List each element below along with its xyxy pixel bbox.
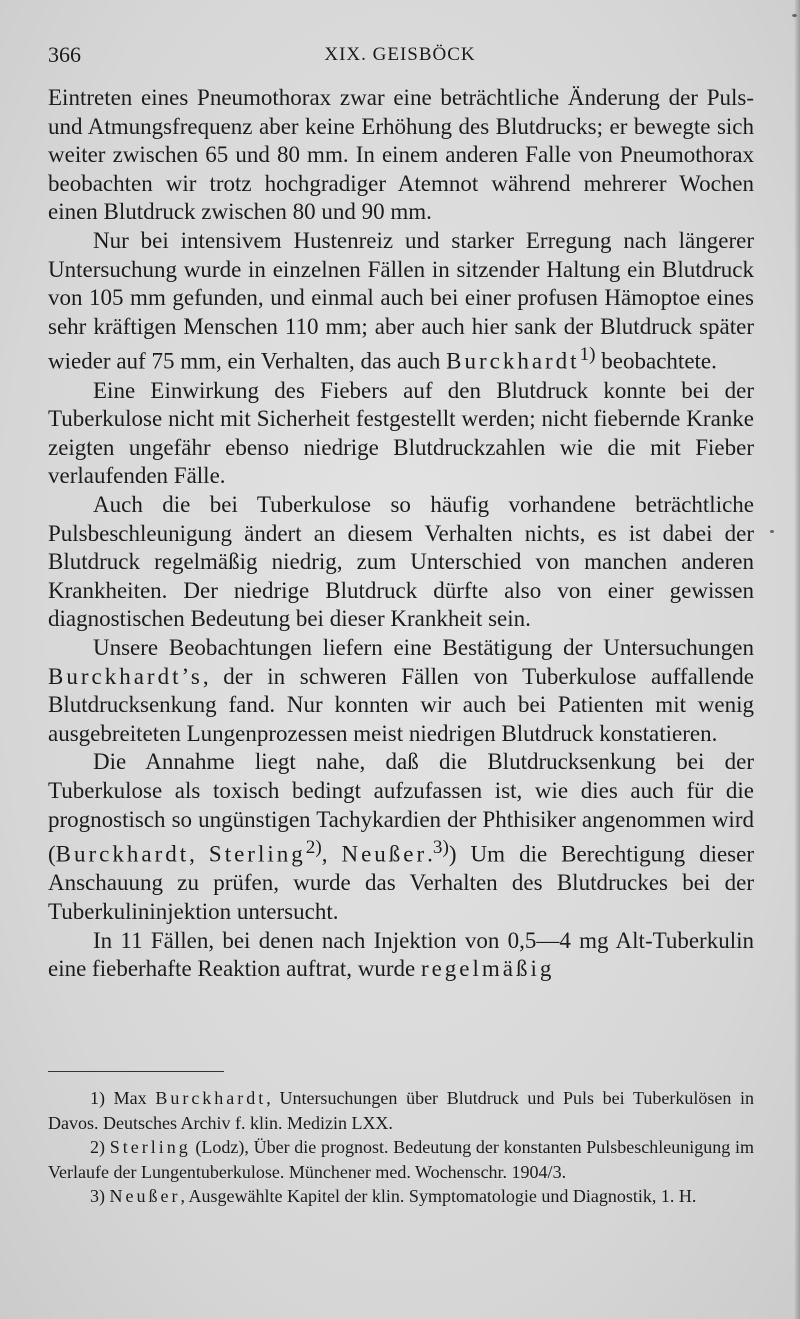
footnotes (48, 1086, 754, 1209)
page-edge-shadow (794, 0, 800, 1319)
footnote-text: (Lodz), Über die prognost. Bedeutung der konstanten Pulsbeschleunigung im Verlaufe der Lungentuberkulose. Münchener med. Wochenschr. 1904/3. (48, 1137, 754, 1182)
emphasized-word: regelmäßig (420, 956, 555, 982)
footnote-text: 1) Max (90, 1088, 156, 1108)
page-header (48, 38, 752, 72)
paragraph-3 (48, 377, 754, 491)
footnote-ref: 3) (432, 837, 449, 859)
author-name: Burckhardt (155, 1088, 267, 1108)
paragraph-text: Eine Einwirkung des Fiebers auf den Blutdruck konnte bei der Tuberkulose nicht mit Sicherheit festgestellt werden; nicht fiebernde Kranke zeigten ungefähr ebenso niedrige Blutdruckzahlen wie die mit Fieber verlaufenden Fälle. (48, 377, 754, 489)
footnote-ref: 2) (305, 837, 322, 859)
paragraph-7 (48, 927, 754, 984)
footnote-text: , Ausgewählte Kapitel der klin. Symptomatologie und Diagnostik, 1. H. (180, 1186, 697, 1206)
author-name: Neußer (109, 1186, 181, 1206)
footnote-ref: 1) (579, 344, 596, 366)
running-title: XIX. GEISBÖCK (324, 44, 476, 65)
footnote-2 (48, 1135, 754, 1184)
paragraph-5 (48, 634, 754, 748)
paragraph-text: Auch die bei Tuberkulose so häufig vorhandene beträchtliche Pulsbeschleunigung ändert an diesem Verhalten nichts, es ist dabei der Blutdruck regelmäßig niedrig, zum Unterschied von manchen anderen Krankheiten. Der niedrige Blutdruck dürfte also von einer gewissen diagnostischen Bedeutung bei dieser Krankheit sein. (48, 491, 754, 632)
paragraph-text: beobachtete. (595, 349, 717, 374)
paragraph-text: Unsere Beobachtungen liefern eine Bestätigung der Untersuchungen (93, 634, 754, 660)
paragraph-text: , (189, 841, 209, 867)
author-name: Sterling (208, 841, 306, 867)
paragraph-text: , der in schweren Fällen von Tuberkulose auffallende Blutdrucksenkung fand. Nur konnten wir auch bei Patienten mit wenig ausgebreiteten Lungenprozessen meist niedrigen Blutdruck konstatieren. (48, 663, 754, 746)
author-name: Burckhardt’s (48, 663, 203, 689)
paragraph-1 (48, 84, 754, 227)
author-name: Burckhardt (446, 349, 580, 374)
page-number: 366 (48, 42, 81, 67)
footnote-text: 3) (90, 1186, 110, 1206)
paragraph-text: . (427, 841, 433, 867)
paragraph-text: Die Annahme liegt nahe, daß die Blutdrucksenkung bei der Tuberkulose als toxisch bedingt aufzufassen ist, wie dies auch für die prognostisch so ungünstigen Tachykardien der Phthisiker angenommen wird ( (48, 749, 754, 867)
footnote-3 (48, 1184, 754, 1209)
footnote-1 (48, 1086, 754, 1135)
footnote-divider (48, 1071, 224, 1072)
paragraph-text: Nur bei intensivem Hustenreiz und starker Erregung nach längerer Untersuchung wurde in einzelnen Fällen in sitzender Haltung ein Blutdruck von 105 mm gefunden, und einmal auch bei einer profusen Hämoptoe eines sehr kräftigen Menschen 110 mm; aber auch hier sank der Blutdruck später wieder auf 75 mm, ein Verhalten, das auch (48, 227, 754, 374)
author-name: Neußer (341, 841, 428, 867)
paragraph-text: In 11 Fällen, bei denen nach Injektion von 0,5—4 mg Alt-Tuberkulin eine fieberhafte Reaktion auftrat, wurde (48, 927, 754, 982)
footnote-text: 2) (90, 1137, 110, 1157)
paragraph-6 (48, 748, 754, 926)
footnote-text: , Untersuchungen über Blutdruck und Puls bei Tuberkulösen in Davos. Deutsches Archiv f. klin. Medizin LXX. (48, 1088, 754, 1133)
paragraph-text: Eintreten eines Pneumothorax zwar eine beträchtliche Änderung der Puls- und Atmungsfrequenz aber keine Erhöhung des Blutdrucks; er bewegte sich weiter zwischen 65 und 80 mm. In einem anderen Falle von Pneumothorax beobachten wir trotz hochgradiger Atemnot während mehrerer Wochen einen Blutdruck zwischen 80 und 90 mm. (48, 85, 754, 225)
paragraph-2 (48, 227, 754, 377)
body-text (48, 84, 754, 984)
paragraph-text: , (321, 841, 342, 867)
paragraph-text: ) Um die Berechtigung dieser Anschauung zu prüfen, wurde das Verhalten des Blutdruckes bei der Tuberkulininjektion untersucht. (48, 841, 755, 924)
scan-speck (770, 530, 774, 533)
author-name: Burckhardt (55, 841, 190, 867)
paragraph-4 (48, 491, 754, 634)
author-name: Sterling (109, 1137, 191, 1157)
